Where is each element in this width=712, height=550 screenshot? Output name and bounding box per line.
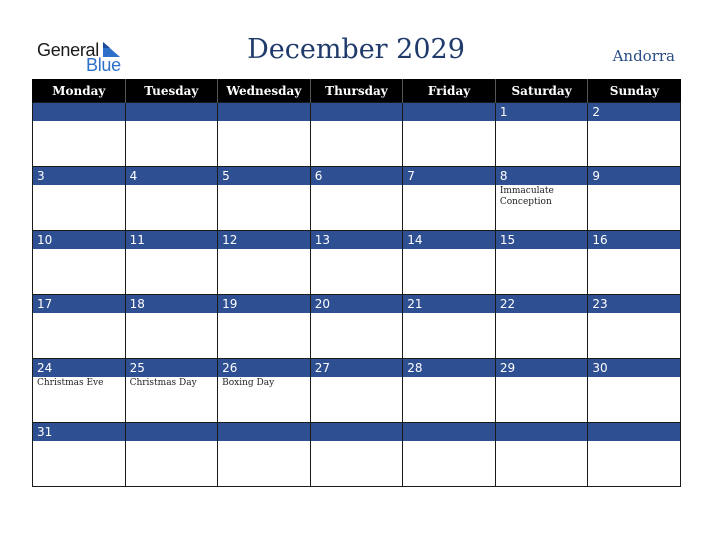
week-row [33, 295, 681, 359]
day-cell [125, 295, 218, 359]
holiday-label: Christmas Eve [37, 378, 104, 388]
day-cell [588, 295, 681, 359]
day-number: 11 [126, 231, 218, 249]
day-cell [33, 103, 126, 167]
day-cell [33, 423, 126, 487]
day-cell [33, 167, 126, 231]
holiday-label: Christmas Day [129, 378, 197, 388]
day-number: 28 [403, 359, 495, 377]
day-number: 6 [311, 167, 403, 185]
day-cell [403, 103, 496, 167]
day-cell [310, 231, 403, 295]
day-number [126, 423, 218, 441]
day-number [126, 103, 218, 121]
day-cell [403, 359, 496, 423]
week-row [33, 103, 681, 167]
day-cell [588, 103, 681, 167]
logo-word-blue: Blue [86, 55, 121, 75]
day-cell [588, 359, 681, 423]
day-number: 10 [33, 231, 125, 249]
day-cell [218, 103, 311, 167]
day-number [218, 103, 310, 121]
day-number: 27 [311, 359, 403, 377]
day-number: 3 [33, 167, 125, 185]
day-cell [33, 231, 126, 295]
day-number [33, 103, 125, 121]
day-number: 15 [496, 231, 588, 249]
holiday-label: Immaculate Conception [499, 186, 554, 207]
day-number: 30 [588, 359, 680, 377]
day-number: 4 [126, 167, 218, 185]
day-number [496, 423, 588, 441]
day-number: 29 [496, 359, 588, 377]
day-cell [218, 423, 311, 487]
weekday-header: Monday [33, 79, 126, 103]
day-number: 17 [33, 295, 125, 313]
day-cell [588, 167, 681, 231]
day-cell [403, 231, 496, 295]
holiday-label: Boxing Day [222, 378, 275, 388]
month-calendar-grid [32, 79, 681, 487]
weekday-header: Wednesday [218, 79, 311, 103]
day-number: 14 [403, 231, 495, 249]
day-cell [125, 231, 218, 295]
day-number: 1 [496, 103, 588, 121]
day-cell [125, 423, 218, 487]
day-cell [403, 423, 496, 487]
day-number: 13 [311, 231, 403, 249]
day-number [311, 423, 403, 441]
calendar-title: December 2029 [247, 34, 465, 65]
weekday-header: Thursday [310, 79, 403, 103]
day-number: 16 [588, 231, 680, 249]
day-cell [218, 295, 311, 359]
day-number: 26 [218, 359, 310, 377]
day-cell [125, 359, 218, 423]
day-number: 7 [403, 167, 495, 185]
weekday-header: Friday [403, 79, 496, 103]
day-cell [33, 359, 126, 423]
week-row [33, 167, 681, 231]
day-number [403, 423, 495, 441]
day-cell [33, 295, 126, 359]
weekday-header: Saturday [495, 79, 588, 103]
day-cell [588, 231, 681, 295]
day-cell [310, 295, 403, 359]
day-number: 31 [33, 423, 125, 441]
week-row [33, 359, 681, 423]
logo-word-general: General [37, 40, 99, 60]
country-label: Andorra [612, 47, 675, 65]
day-number: 23 [588, 295, 680, 313]
day-cell [495, 423, 588, 487]
day-number [403, 103, 495, 121]
day-number: 2 [588, 103, 680, 121]
weekday-header: Tuesday [125, 79, 218, 103]
day-number: 21 [403, 295, 495, 313]
day-cell [218, 359, 311, 423]
day-number: 24 [33, 359, 125, 377]
week-row [33, 423, 681, 487]
day-number: 19 [218, 295, 310, 313]
day-cell [310, 103, 403, 167]
day-number: 8 [496, 167, 588, 185]
day-number: 20 [311, 295, 403, 313]
day-number: 22 [496, 295, 588, 313]
day-cell [403, 295, 496, 359]
day-cell [310, 167, 403, 231]
day-cell [218, 167, 311, 231]
day-number [588, 423, 680, 441]
day-cell [495, 167, 588, 231]
day-cell [495, 231, 588, 295]
day-cell [588, 423, 681, 487]
day-cell [125, 167, 218, 231]
day-cell [310, 423, 403, 487]
day-number: 5 [218, 167, 310, 185]
day-cell [403, 167, 496, 231]
day-cell [218, 231, 311, 295]
day-cell [125, 103, 218, 167]
day-number: 25 [126, 359, 218, 377]
day-cell [495, 359, 588, 423]
week-row [33, 231, 681, 295]
weekday-header: Sunday [588, 79, 681, 103]
day-cell [495, 295, 588, 359]
day-number: 12 [218, 231, 310, 249]
day-cell [310, 359, 403, 423]
day-number: 9 [588, 167, 680, 185]
day-number: 18 [126, 295, 218, 313]
day-number [311, 103, 403, 121]
day-number [218, 423, 310, 441]
day-cell [495, 103, 588, 167]
weekday-header-row [33, 79, 681, 103]
